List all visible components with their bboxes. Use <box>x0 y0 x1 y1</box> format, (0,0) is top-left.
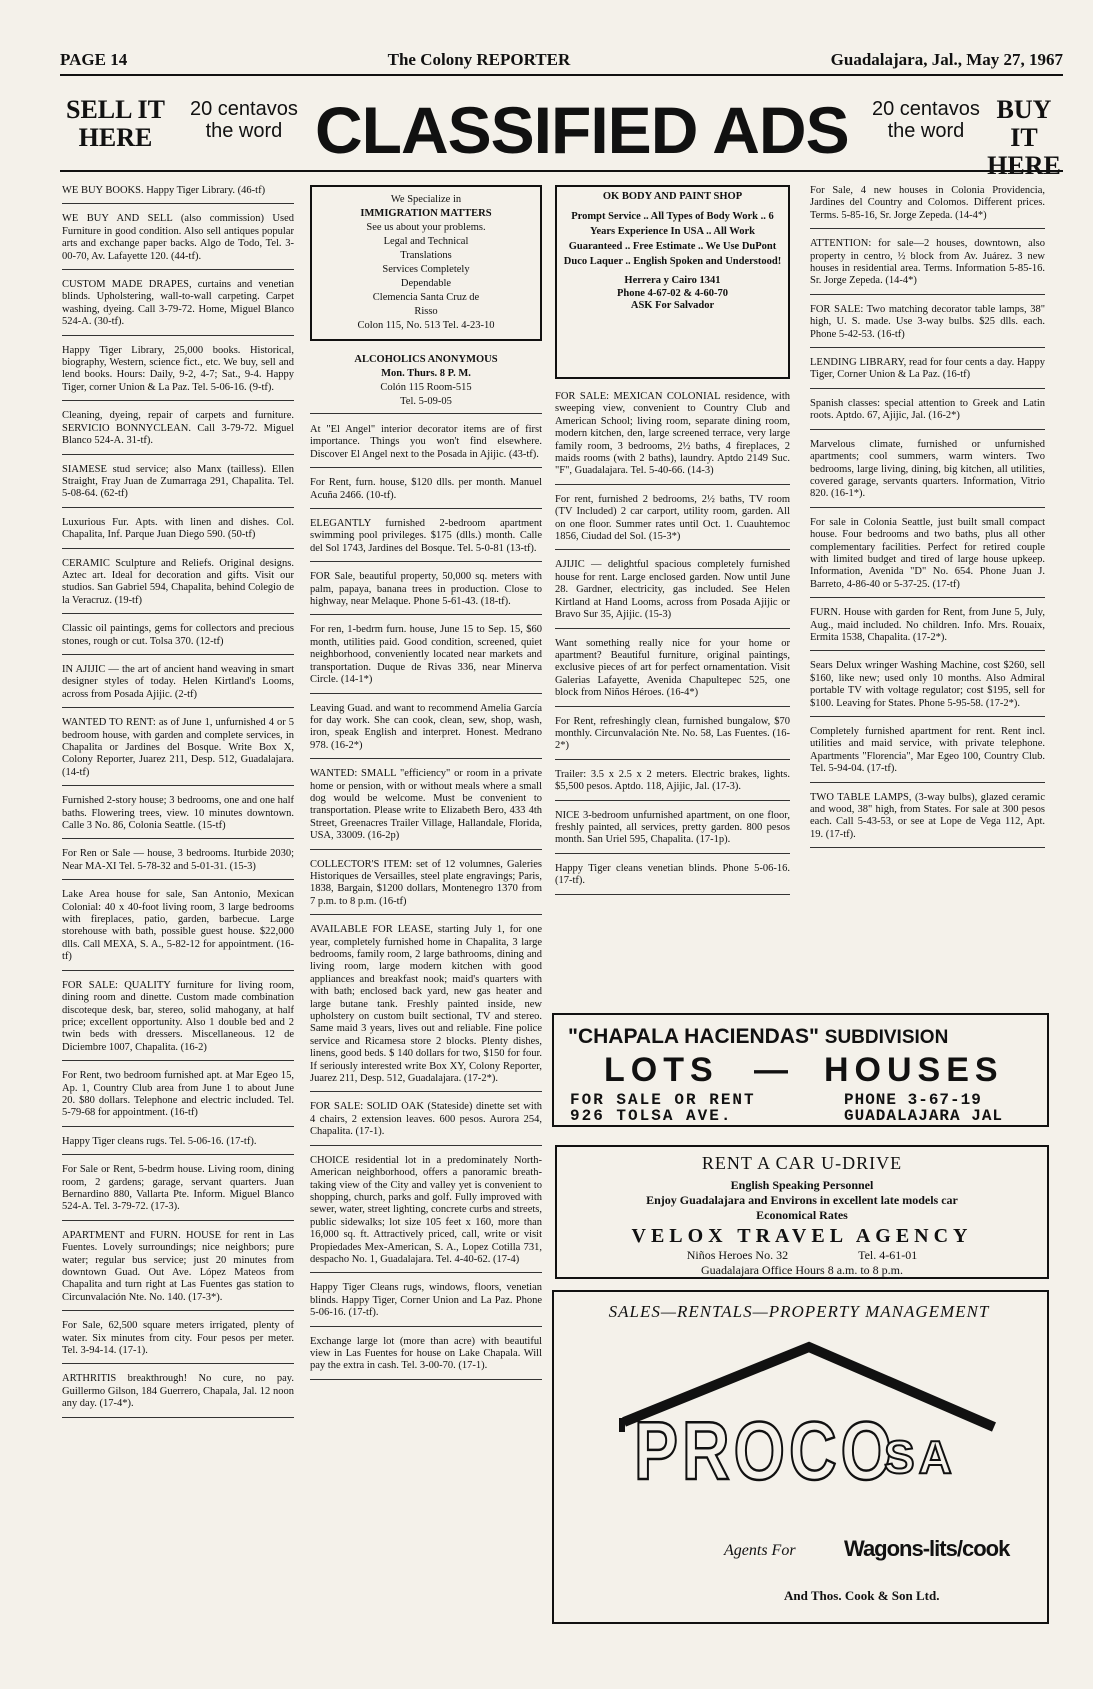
velox-address: Niños Heroes No. 32 <box>686 1248 789 1262</box>
classified-ad: FOR SALE: QUALITY furniture for living room, dining room and dinette. Custom made combination discoteque desk, bar, stereo, solid mahogany, at half price; excellent opportunity. Also 1 double bed and 2 twin beds with dressers. Miscellaneous. 12 de Diciembre 1007, Chapalita. (16-2) <box>62 980 294 1061</box>
classified-ad: For sale in Colonia Seattle, just built small compact house. Four bedrooms and two baths, plus all other complementary facilities. Perfect for retired couple with limited budget and tired of large house upkeep. Information, Avenida "D" No. 654. Phone Juan J. Barreto, 4-86-40 or 5-37-25. (17-tf) <box>810 517 1045 598</box>
immigration-ad <box>310 185 542 341</box>
classified-ad: FURN. House with garden for Rent, from June 5, July, Aug., maid included. No children. Info. Mrs. Rouaix, Ermita 1538, Chapalita. (17-2*). <box>810 607 1045 651</box>
classified-ad: SIAMESE stud service; also Manx (tailless). Ellen Straight, Fray Juan de Zumarraga 291, Chapalita. Tel. 5-08-64. (62-tf) <box>62 464 294 508</box>
ad-line: Herrera y Cairo 1341 <box>624 275 721 287</box>
classified-ad: IN AJIJIC — the art of ancient hand weaving in smart designer styles of today. Helen Kirtland's Looms, across from Posada Ajijic. (2-tf) <box>62 664 294 708</box>
price-left-unit: the word <box>205 120 283 142</box>
column-3 <box>555 185 790 904</box>
classified-ad: AVAILABLE FOR LEASE, starting July 1, for one year, completely furnished home in Chapalita, 3 large bedrooms, family room, 2 large bathrooms, dining and living room, large modern kitchen with good appliances and breakfast nook; maid's quarters with with bath; enclosed back yard, new gas heater and large butane tank. Freshly painted inside, new upholstery on custom built sectional, TV and stereo. Same maid 3 years, lives out and reliable. Fine police service and Ricamesa store 2 blocks. Plenty dishes, linens, good beds. $ 140 dollars for two, $150 for four. If seriously interested write Box XY, Colony Reporter, Juarez 211, Desp. 512, Guadalajara. (17-2*). <box>310 924 542 1092</box>
classified-ad: WE BUY BOOKS. Happy Tiger Library. (46-tf) <box>62 185 294 204</box>
price-right <box>872 98 980 142</box>
classified-ad: FOR SALE: MEXICAN COLONIAL residence, with sweeping view, convenient to Country Club and American School; living room, separate dining room, modern kitchen, den, large screened terrace, very large family room, 3 bedrooms, 2½ baths, 4 fireplaces, 2 maids rooms (with 2 baths), laundry. Aptdo 2149 Suc. "F", Guadalajara. Tel. 5-40-66. (14-3) <box>555 391 790 485</box>
newspaper-name: The Colony REPORTER <box>387 50 571 69</box>
ad-line: See us about your problems. <box>366 222 486 233</box>
classified-ad: WANTED TO RENT: as of June 1, unfurnished 4 or 5 bedroom house, with garden and complete services, in Chapalita or Jardines del Bosque. Write Box X, Colony Reporter, Juarez 211, Desp. 512, Guadalajara. (14-tf) <box>62 717 294 786</box>
price-left <box>190 98 298 142</box>
classified-ad: Sears Delux wringer Washing Machine, cost $260, sell $160, like new; used only 10 months. Also Admiral portable TV with voltage regulator; cost $195, sell for $100. Leaving for States. Phone 5-95-58. (17-2*). <box>810 660 1045 717</box>
classified-ad: TWO TABLE LAMPS, (3-way bulbs), glazed ceramic and wood, 38" high, from States. For sale at 300 pesos each. Call 5-43-53, or see at Lope de Vega 112, Apt. 19. (17-tf). <box>810 792 1045 849</box>
ad-line: Services Completely <box>382 264 470 275</box>
velox-contact <box>557 1248 1047 1263</box>
classified-ad: CERAMIC Sculpture and Reliefs. Original designs. Aztec art. Ideal for decoration and gifts. Visit our studios. San Gabriel 594, Chapalita, behind Colegio de la Veracruz. (19-tf) <box>62 558 294 615</box>
classified-ad: Cleaning, dyeing, repair of carpets and furniture. SERVICIO BONNYCLEAN. Call 3-79-72. Miguel Blanco 524-A. 31-tf). <box>62 410 294 454</box>
classified-ad: LENDING LIBRARY, read for four cents a day. Happy Tiger, Corner Union & La Paz. (16-tf) <box>810 357 1045 389</box>
procosa-agents-for: Agents For <box>724 1542 796 1559</box>
classified-banner <box>60 92 1063 180</box>
thos-cook-line: And Thos. Cook & Son Ltd. <box>784 1588 940 1603</box>
ad-line: We Specialize in <box>390 194 462 205</box>
velox-rent-a-car: RENT A CAR U-DRIVE <box>701 1153 903 1173</box>
procosa-ad <box>552 1290 1049 1624</box>
classified-ad: For Sale or Rent, 5-bedrm house. Living room, dining room, 2 gardens; garage, servant quarters. Juan Bernardino 880, Vallarta Pte. Inform. Miguel Blanco 524-A. Tel. 3-79-72. (17-3). <box>62 1164 294 1221</box>
body-paint-shop-ad <box>555 185 790 379</box>
procosa-logo-proco: PROCO <box>634 1403 897 1497</box>
chapala-subdivision: SUBDIVISION <box>824 1027 949 1048</box>
ad-line: IMMIGRATION MATTERS <box>360 208 492 219</box>
ad-line: Colón 115 Room-515 <box>380 382 472 393</box>
ad-line: Mon. Thurs. 8 P. M. <box>381 368 471 379</box>
classified-ad: ELEGANTLY furnished 2-bedroom apartment swimming pool privileges. $175 (dlls.) month. Calle del Sol 1743, Jardines del Bosque. Tel. 5-0-81 (13-tf). <box>310 518 542 562</box>
page-header <box>60 42 1063 76</box>
chapala-haciendas-ad <box>552 1013 1049 1127</box>
procosa-logo-sa: SA <box>884 1431 956 1483</box>
sell-it-text: SELL IT <box>66 95 166 124</box>
classified-ad: For Rent, furn. house, $120 dlls. per month. Manuel Acuña 2466. (10-tf). <box>310 477 542 509</box>
ad-line: Prompt Service .. All Types of Body Work .. 6 Years Experience In USA .. All Work Guaranteed .. Free Estimate .. We Use DuPont Duco Laquer .. English Spoken and Understood! <box>563 211 782 268</box>
ad-line: ASK For Salvador <box>630 300 715 312</box>
ad-line: Phone 4-67-02 & 4-60-70 <box>616 287 729 299</box>
procosa-tagline: SALES—RENTALS—PROPERTY MANAGEMENT <box>608 1302 990 1321</box>
classified-ad: CHOICE residential lot in a predominately North-American neighborhood, offers a panoramic breath-taking view of the City and valley yet is convenient to shopping, church, parks and golf. Fully improved with sewer, water, street lighting, concrete curbs and streets, public sidewalks; lot size 105 feet x 160, more than 16,000 sq. ft. Attractively priced, call, write or visit Propiedades Mex-American, S. A., Lopez Cotilla 731, despacho No. 1, Guadalajara. Tel. 4-40-62. (17-4) <box>310 1155 542 1274</box>
classified-ad: FOR Sale, beautiful property, 50,000 sq. meters with palm, papaya, banana trees in production. Close to highway, near Melaque. Phone 5-61-43. (18-tf). <box>310 571 542 615</box>
buy-here-text: HERE <box>987 151 1061 180</box>
classified-ad: Happy Tiger cleans venetian blinds. Phone 5-06-16. (17-tf). <box>555 863 790 895</box>
classified-ad: Completely furnished apartment for rent. Rent incl. utilities and maid service, with private telephone. Apartments "Florencia", Mar Egeo 100, Country Club. Tel. 5-94-04. (17-tf). <box>810 726 1045 783</box>
classified-ad: For Rent, refreshingly clean, furnished bungalow, $70 monthly. Circunvalación Nte. No. 58, Las Fuentes. (16-2*) <box>555 716 790 760</box>
price-left-amount: 20 centavos <box>190 98 298 120</box>
price-right-unit: the word <box>887 120 965 142</box>
page-number: PAGE 14 <box>60 50 128 69</box>
classified-ad: FOR SALE: Two matching decorator table lamps, 38" high, U. S. made. Use 3-way bulbs. $25 dlls. each. Phone 5-42-53. (16-tf) <box>810 304 1045 348</box>
classified-ad: Want something really nice for your home or apartment? Beautiful furniture, original paintings, exclusive pieces of art for perfect ornamentation. Visit Galerias Lafayette, Avenida Chapultepec 525, one block from Niños Héroes. (16-4*) <box>555 638 790 707</box>
ad-line: Colon 115, No. 513 Tel. 4-23-10 <box>357 320 495 331</box>
chapala-houses: HOUSES <box>824 1051 1004 1089</box>
chapala-name: "CHAPALA HACIENDAS" <box>568 1025 819 1048</box>
wagons-lits-cook-logo: Wagons-lits/cook <box>844 1536 1010 1561</box>
classified-ad: Lake Area house for sale, San Antonio, Mexican Colonial: 40 x 40-foot living room, 3 large bedrooms with fireplaces, patio, garden, barbecue. Large storehouse with bath, possible guest house. $22,000 dlls. Call MEXA, S. A., 5-82-12 for appointment. (16-tf) <box>62 889 294 970</box>
column-4 <box>810 185 1045 857</box>
classified-ad: Trailer: 3.5 x 2.5 x 2 meters. Electric brakes, lights. $5,500 pesos. Aptdo. 118, Ajijic, Jal. (17-3). <box>555 769 790 801</box>
classified-ad: For Sale, 62,500 square meters irrigated, plenty of water. Six minutes from city. Four pesos per meter. Tel. 3-94-14. (17-1). <box>62 1320 294 1364</box>
classified-ad: CUSTOM MADE DRAPES, curtains and venetian blinds. Upholstering, wall-to-wall carpeting. Carpet washing, dyeing. Call 3-79-72. Home, Miguel Blanco 524-A. (30-tf). <box>62 279 294 336</box>
sell-here-text: HERE <box>78 123 153 152</box>
classified-ad: For rent, furnished 2 bedrooms, 2½ baths, TV room (TV Included) 2 car carport, utility room, garden. All on one floor. Summer rates until Oct. 1. Cuauhtemoc 1856, Ciudad del Sol. (15-3*) <box>555 494 790 551</box>
classified-ad: WE BUY AND SELL (also commission) Used Furniture in good condition. Also sell antiques popular arts and exchange paper backs. Algo de Todo, Tel. 3-00-70, Av. Lafayette 120. (44-tf). <box>62 213 294 270</box>
dateline: Guadalajara, Jal., May 27, 1967 <box>830 50 1063 69</box>
classified-ad: AJIJIC — delightful spacious completely furnished house for rent. Large enclosed garden. Now until June 28. Gardner, electricity, gas included. See Helen Kirtland at Hand Looms, across from Posada Ajijic or Bravo Sur 35, Ajijic. (15-3) <box>555 559 790 628</box>
ad-line: Dependable <box>400 278 452 289</box>
chapala-address: 926 TOLSA AVE. <box>570 1107 733 1125</box>
velox-personnel: English Speaking Personnel <box>730 1178 874 1192</box>
classified-ad: FOR SALE: SOLID OAK (Stateside) dinette set with 4 chairs, 2 extension leaves. 600 pesos. Aurora 254, Chapalita. (17-1). <box>310 1101 542 1145</box>
buy-it-text: BUY IT <box>996 95 1052 152</box>
column-2-ads <box>310 424 542 1380</box>
velox-hours: Guadalajara Office Hours 8 a.m. to 8 p.m. <box>700 1263 904 1277</box>
classified-ad: APARTMENT and FURN. HOUSE for rent in Las Fuentes. Lovely surroundings; nice neighbors; pure water; regular bus service; just 20 minutes from downtown Guad. Out Ave. López Mateos from Chapalita and turn right at Las Fuentes gas station to Circunvalación Nte. No. 140. (17-3*). <box>62 1230 294 1311</box>
alcoholics-anonymous-ad <box>310 349 542 414</box>
chapala-lots: LOTS <box>604 1051 719 1089</box>
ad-line: Clemencia Santa Cruz de <box>372 292 480 303</box>
chapala-for-sale: FOR SALE OR RENT <box>570 1091 756 1109</box>
classified-ad: Spanish classes: special attention to Greek and Latin roots. Aptdo. 67, Ajijic, Jal. (16-2*) <box>810 398 1045 430</box>
ad-line: Translations <box>400 250 452 261</box>
classified-ad: Furnished 2-story house; 3 bedrooms, one and one half baths. Flowering trees, view. 10 minutes downtown. Calle 3 No. 86, Colonia Seattle. (15-tf) <box>62 795 294 839</box>
chapala-dash: — <box>754 1051 788 1089</box>
classified-ad: For Sale, 4 new houses in Colonia Providencia, Jardines del Country and Colomos. Different prices. Terms. 5-85-16, Sr. Jorge Zepeda. (14-4*) <box>810 185 1045 229</box>
classified-ad: ATTENTION: for sale—2 houses, downtown, also property in centro, ½ block from Av. Juárez. 3 new houses in residential area. Terms. Information 5-85-16. Sr. Jorge Zepeda. (14-4*) <box>810 238 1045 295</box>
velox-rates: Economical Rates <box>756 1208 848 1222</box>
ad-line: Risso <box>414 306 438 317</box>
classified-ad: WANTED: SMALL "efficiency" or room in a private home or pension, with or without meals where a small dog would be welcome. Must be convenient to transportation. Please write to Elizabeth Bero, 433 4th Street, Greenacres Trailer Village, Hallandale, Florida, USA, 33009. (16-2p) <box>310 768 542 849</box>
classified-ad: Luxurious Fur. Apts. with linen and dishes. Col. Chapalita, Inf. Parque Juan Diego 590. (50-tf) <box>62 517 294 549</box>
classified-ad: At "El Angel" interior decorator items are of first importance. Things you won't find elsewhere. Discover El Angel next to the Posada in Ajijic. (43-tf). <box>310 424 542 468</box>
classified-ad: NICE 3-bedroom unfurnished apartment, on one floor, freshly painted, all services, pretty garden. 800 pesos month. San Uriel 595, Chapalita. (17-1p). <box>555 810 790 854</box>
classified-ad: Exchange large lot (more than acre) with beautiful view in Las Fuentes for house on Lake Chapala. Will pay the extra in cash. Tel. 3-00-70. (17-1). <box>310 1336 542 1380</box>
buy-it-here <box>985 96 1063 180</box>
ad-line: OK BODY AND PAINT SHOP <box>602 191 743 202</box>
chapala-city: GUADALAJARA JAL <box>844 1107 1004 1125</box>
ad-line: Legal and Technical <box>383 236 469 247</box>
column-2 <box>310 185 542 1389</box>
price-right-amount: 20 centavos <box>872 98 980 120</box>
classified-ad: For ren, 1-bedrm furn. house, June 15 to Sep. 15, $60 month, utilities paid. Good condition, screened, quiet neighborhood, conveniently located near markets and transportation. Duque de Rivas 336, near Minerva Circle. (14-1*) <box>310 624 542 693</box>
velox-agency-name: VELOX TRAVEL AGENCY <box>631 1225 973 1247</box>
chapala-title <box>568 1025 948 1049</box>
classified-ad: COLLECTOR'S ITEM: set of 12 volumnes, Galeries Historiques de Versailles, steel plate engravings; Paris, 1838, Bargain, $1200 dollars, Montenegro 1370 from 7 p.m. to 8 p.m. (16-tf) <box>310 859 542 916</box>
classified-ad: Leaving Guad. and want to recommend Amelia García for day work. She can cook, clean, sew, shop, wash, iron, speak English and interpret. Honest. Medrano 978. (16-2*) <box>310 703 542 760</box>
chapala-phone: PHONE 3-67-19 <box>844 1091 982 1109</box>
classified-ad: Happy Tiger Library, 25,000 books. Historical, biography, Western, science fict., etc. We buy, sell and lend books. Hours: Daily, 9-2, 4-7; Sat., 9-4. Happy Tiger, corner Union & La Paz. Tel. 5-06-16. (9-tf). <box>62 345 294 402</box>
classified-ad: ARTHRITIS breakthrough! No cure, no pay. Guillermo Gilson, 184 Guerrero, Chapala, Jal. 12 noon any day. (17-4*). <box>62 1373 294 1417</box>
classified-ads-title: CLASSIFIED ADS <box>315 93 849 167</box>
column-1 <box>62 185 294 1427</box>
classified-ad: Happy Tiger cleans rugs. Tel. 5-06-16. (17-tf). <box>62 1136 294 1155</box>
classified-ad: Classic oil paintings, gems for collectors and precious stones, rough or cut. Tolsa 370. (12-tf) <box>62 623 294 655</box>
classified-ad: Happy Tiger Cleans rugs, windows, floors, venetian blinds. Happy Tiger, Corner Union and La Paz. Phone 5-06-16. (17-tf). <box>310 1282 542 1326</box>
ad-line: Tel. 5-09-05 <box>400 396 452 407</box>
classified-ad: For Ren or Sale — house, 3 bedrooms. Iturbide 2030; Near MA-XI Tel. 5-78-32 and 5-01-31. (15-3) <box>62 848 294 880</box>
column-3-ads <box>555 391 790 895</box>
ad-line: ALCOHOLICS ANONYMOUS <box>354 354 498 365</box>
sell-it-here <box>66 96 165 152</box>
velox-enjoy: Enjoy Guadalajara and Environs in excellent late models car <box>646 1193 958 1207</box>
velox-travel-ad <box>555 1145 1049 1279</box>
classified-ad: For Rent, two bedroom furnished apt. at Mar Egeo 15, Ap. 1, Country Club area from June 1 to about June 20. $80 dollars. Telephone and electric included. Tel. 5-79-68 for appointment. (16-tf) <box>62 1070 294 1127</box>
velox-phone: Tel. 4-61-01 <box>858 1248 918 1262</box>
classified-ad: Marvelous climate, furnished or unfurnished apartments; cool summers, warm winters. Two bedrooms, large living, dining, big kitchen, all utilities, covered garage, servants quarters. Information, Vitrio 820. (16-1*). <box>810 439 1045 508</box>
